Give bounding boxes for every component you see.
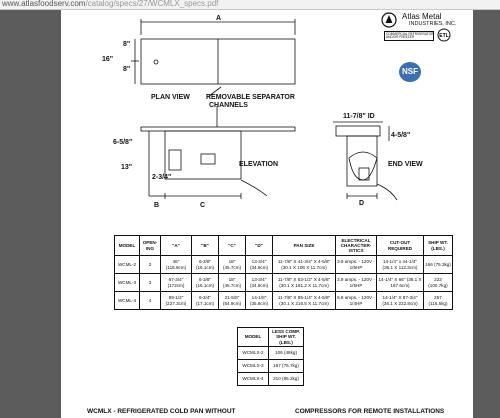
dim-13-label: 13" [121, 164, 133, 171]
table-cell: 13-3/4" (34.9cm) [246, 256, 273, 274]
dim-d-label: D [359, 200, 365, 207]
dim-6-5-8-label: 6-5/8" [113, 139, 133, 146]
comp-weight-table [237, 327, 304, 386]
col-header-cutout: CUT-OUT REQUIRED [377, 236, 424, 256]
browser-address-bar[interactable] [0, 0, 500, 10]
end-view-title: END VIEW [388, 161, 423, 168]
table-cell: WCMLX-3 [238, 360, 269, 373]
col-header-model: MODEL [115, 236, 140, 256]
dim-16-label: 16" [102, 56, 114, 63]
dim-c-label: C [200, 202, 206, 209]
col-header-c: "C" [219, 236, 246, 256]
table-cell: 18" (45.7cm) [219, 274, 246, 292]
table-row [238, 373, 304, 386]
table-cell: 6-3/8" (16.1cm) [192, 274, 219, 292]
table-row [238, 360, 304, 373]
table-cell: WCML-4 [115, 292, 140, 310]
col-header-ship-wt: SHIP WT. (LBS.) [424, 236, 453, 256]
table-cell: 222 (100.7kg) [424, 274, 453, 292]
dim-2-3-4-label: 2-3/4" [152, 174, 172, 181]
table-cell: 3.9 amps. - 120V - 1/5HP [336, 274, 377, 292]
svg-text:ETL: ETL [439, 33, 449, 39]
url-text: www.atlasfoodserv.com/catalog/specs/27/WCMLX_specs.pdf [2, 0, 219, 8]
nsf-logo: NSF [399, 62, 421, 82]
table-cell: 11-7/8" X 85-1/4" X 4-5/8" (30.1 X 216.5 X 11.7cm) [273, 292, 336, 310]
dim-b-label: B [154, 202, 160, 209]
table-cell: 3.9 amps. - 120V - 1/5HP [336, 256, 377, 274]
brand-name: Atlas Metal [402, 12, 442, 21]
table-row [115, 292, 453, 310]
brand-sub: INDUSTRIES, INC. [409, 21, 457, 27]
table-cell: 46" (116.8cm) [161, 256, 192, 274]
table-cell: 6-3/4" (17.1cm) [192, 292, 219, 310]
spec-table [114, 235, 453, 310]
footer-left-title: WCMLX - REFRIGERATED COLD PAN WITHOUT [87, 408, 236, 415]
table-cell: 14-1/8" (35.8cm) [246, 292, 273, 310]
table-row [115, 274, 453, 292]
footer-right-title: COMPRESSORS FOR REMOTE INSTALLATIONS [295, 408, 445, 415]
table-cell: 4 [140, 292, 161, 310]
table-cell: 67-3/4" (172cm) [161, 274, 192, 292]
dim-11-7-8-id-label: 11-7/8" ID [343, 113, 375, 120]
table-cell: 14-1/4" X 87-3/4" (36.1 X 222.8cm) [377, 292, 424, 310]
dim-8-top-label: 8" [123, 41, 131, 48]
table-cell: WCMLX-2 [238, 347, 269, 360]
spec-table-header-row [115, 236, 453, 256]
table-cell: 21-5/8" (54.9cm) [219, 292, 246, 310]
col-header-b: "B" [192, 236, 219, 256]
col-header-d: "D" [246, 236, 273, 256]
table-cell: 14-1/4" x 44-1/4" (36.1 X 112.3cm) [377, 256, 424, 274]
table-cell: 11-7/8" X 63-1/2" X 4-5/8" (30.1 X 161.2 X 11.7cm) [273, 274, 336, 292]
col-header-less-comp: LESS COMP. SHIP WT. (LBS.) [269, 328, 304, 347]
table-cell: 257 (116.5kg) [424, 292, 453, 310]
col-header-a: "A" [161, 236, 192, 256]
elevation-title: ELEVATION [239, 161, 279, 168]
col-header-model: MODEL [238, 328, 269, 347]
removable-channels-line1: REMOVABLE SEPARATOR [206, 94, 295, 101]
table-row [238, 347, 304, 360]
certification-mark: COMMERCIAL REFRIGERATOR AND/OR FREEZER [384, 31, 434, 41]
table-cell: 166 (75.3kg) [424, 256, 453, 274]
table-cell: WCMLX-4 [238, 373, 269, 386]
col-header-electrical: ELECTRICAL CHARACTER-ISTICS [336, 236, 377, 256]
col-header-pan-size: PAN SIZE [273, 236, 336, 256]
plan-view-title: PLAN VIEW [151, 94, 190, 101]
dim-4-5-8-label: 4-5/8" [391, 132, 411, 139]
table-cell: 11-7/8" X 41-3/4" X 4-5/8" (30.1 X 106 X 11.7cm) [273, 256, 336, 274]
table-cell: WCML-2 [115, 256, 140, 274]
table-cell: WCML-3 [115, 274, 140, 292]
table-cell: 6-3/8" (16.1cm) [192, 256, 219, 274]
dim-a-label: A [216, 15, 222, 22]
table-cell: 18" (45.7cm) [219, 256, 246, 274]
table-cell: 14-1/4" X 66" (36.1 X 167.6cm) [377, 274, 424, 292]
table-cell: 6.8 amps. - 120V - 1/4HP [336, 292, 377, 310]
table-cell: 13-3/4" (34.9cm) [246, 274, 273, 292]
comp-table-header-row [238, 328, 304, 347]
table-row [115, 256, 453, 274]
table-cell: 210 (95.2kg) [269, 373, 304, 386]
dim-8-bottom-label: 8" [123, 66, 131, 73]
table-cell: 89-1/2" (227.3cm) [161, 292, 192, 310]
table-cell: 106 (48kg) [269, 347, 304, 360]
removable-channels-line2: CHANNELS [209, 102, 248, 109]
table-cell: 167 (75.7kg) [269, 360, 304, 373]
table-cell: 2 [140, 256, 161, 274]
table-cell: 3 [140, 274, 161, 292]
col-header-opening: OPEN-ING [140, 236, 161, 256]
pdf-page [61, 10, 473, 418]
